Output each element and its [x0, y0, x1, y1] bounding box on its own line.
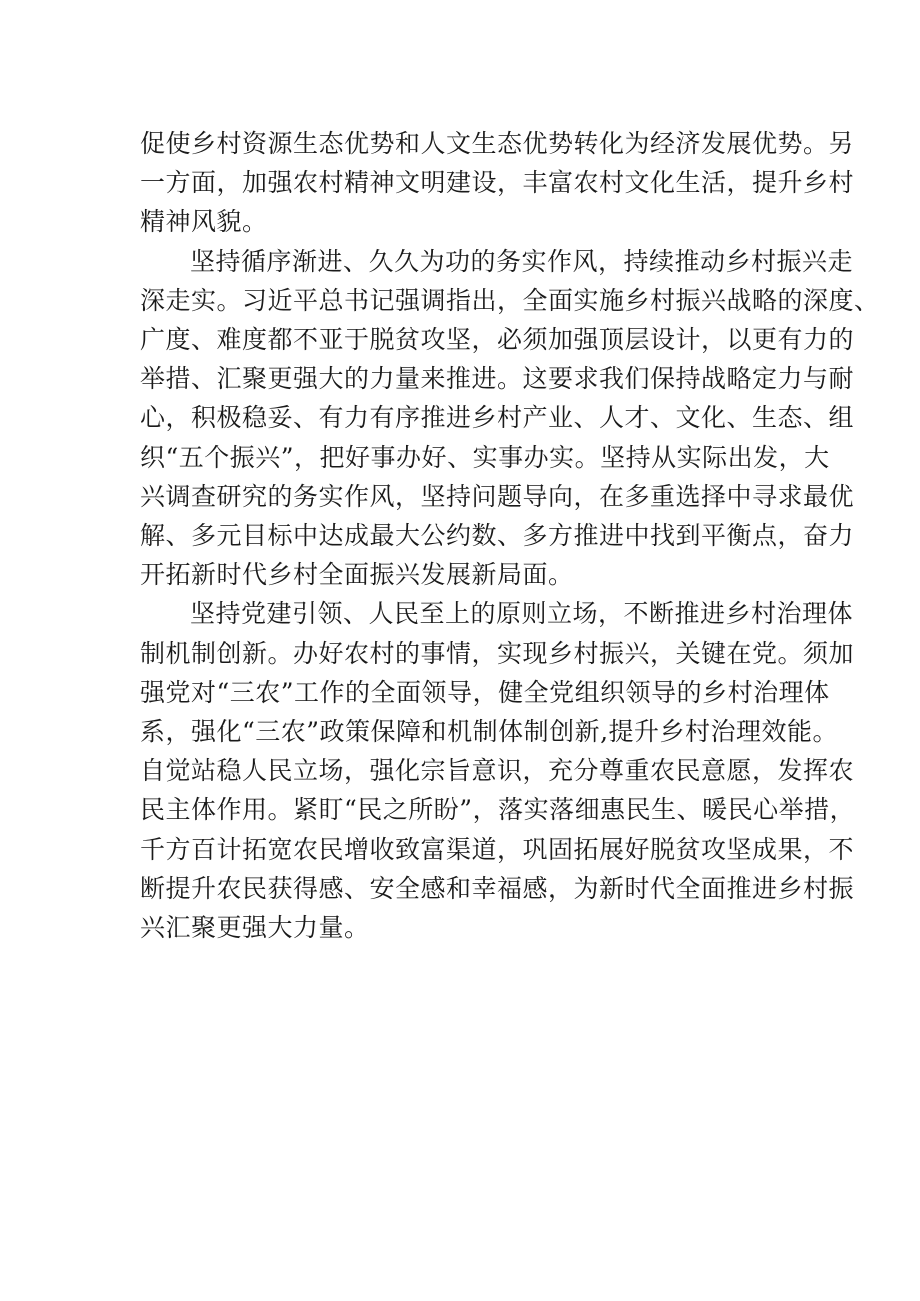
paragraph-line: 兴调查研究的务实作风，坚持问题导向，在多重选择中寻求最优 — [140, 481, 855, 511]
paragraph-line: 深走实。习近平总书记强调指出，全面实施乡村振兴战略的深度、 — [140, 285, 880, 315]
paragraph-1 — [140, 124, 855, 242]
paragraph-line: 民主体作用。紧盯“民之所盼”，落实落细惠民生、暖民心举措， — [140, 795, 856, 825]
paragraph-line: 开拓新时代乡村全面振兴发展新局面。 — [140, 560, 574, 590]
paragraph-line: 强党对“三农”工作的全面领导，健全党组织领导的乡村治理体 — [140, 677, 830, 707]
paragraph-line: 千方百计拓宽农民增收致富渠道，巩固拓展好脱贫攻坚成果，不 — [140, 834, 855, 864]
paragraph-line: 一方面，加强农村精神文明建设，丰富农村文化生活，提升乡村 — [140, 168, 855, 198]
paragraph-line: 制机制创新。办好农村的事情，实现乡村振兴，关键在党。须加 — [140, 638, 855, 668]
paragraph-line: 自觉站稳人民立场，强化宗旨意识，充分尊重农民意愿，发挥农 — [140, 756, 855, 786]
paragraph-line: 织“五个振兴”，把好事办好、实事办实。坚持从实际出发，大 — [140, 442, 830, 472]
paragraph-3 — [140, 594, 856, 947]
paragraph-line: 举措、汇聚更强大的力量来推进。这要求我们保持战略定力与耐 — [140, 364, 855, 394]
paragraph-line: 系，强化“三农”政策保障和机制体制创新,提升乡村治理效能。 — [140, 717, 839, 747]
paragraph-line: 兴汇聚更强大力量。 — [140, 913, 370, 943]
paragraph-line: 断提升农民获得感、安全感和幸福感，为新时代全面推进乡村振 — [140, 873, 855, 903]
paragraph-line: 坚持循序渐进、久久为功的务实作风，持续推动乡村振兴走 — [190, 246, 854, 276]
paragraph-line: 解、多元目标中达成最大公约数、多方推进中找到平衡点，奋力 — [140, 521, 855, 551]
paragraph-line: 坚持党建引领、人民至上的原则立场，不断推进乡村治理体 — [190, 599, 854, 629]
paragraph-line: 心，积极稳妥、有力有序推进乡村产业、人才、文化、生态、组 — [140, 403, 855, 433]
paragraph-line: 广度、难度都不亚于脱贫攻坚，必须加强顶层设计，以更有力的 — [140, 325, 855, 355]
paragraph-line: 促使乡村资源生态优势和人文生态优势转化为经济发展优势。另 — [140, 129, 855, 158]
paragraph-line: 精神风貌。 — [140, 207, 268, 237]
paragraph-2 — [140, 242, 880, 595]
document-body — [140, 124, 880, 947]
